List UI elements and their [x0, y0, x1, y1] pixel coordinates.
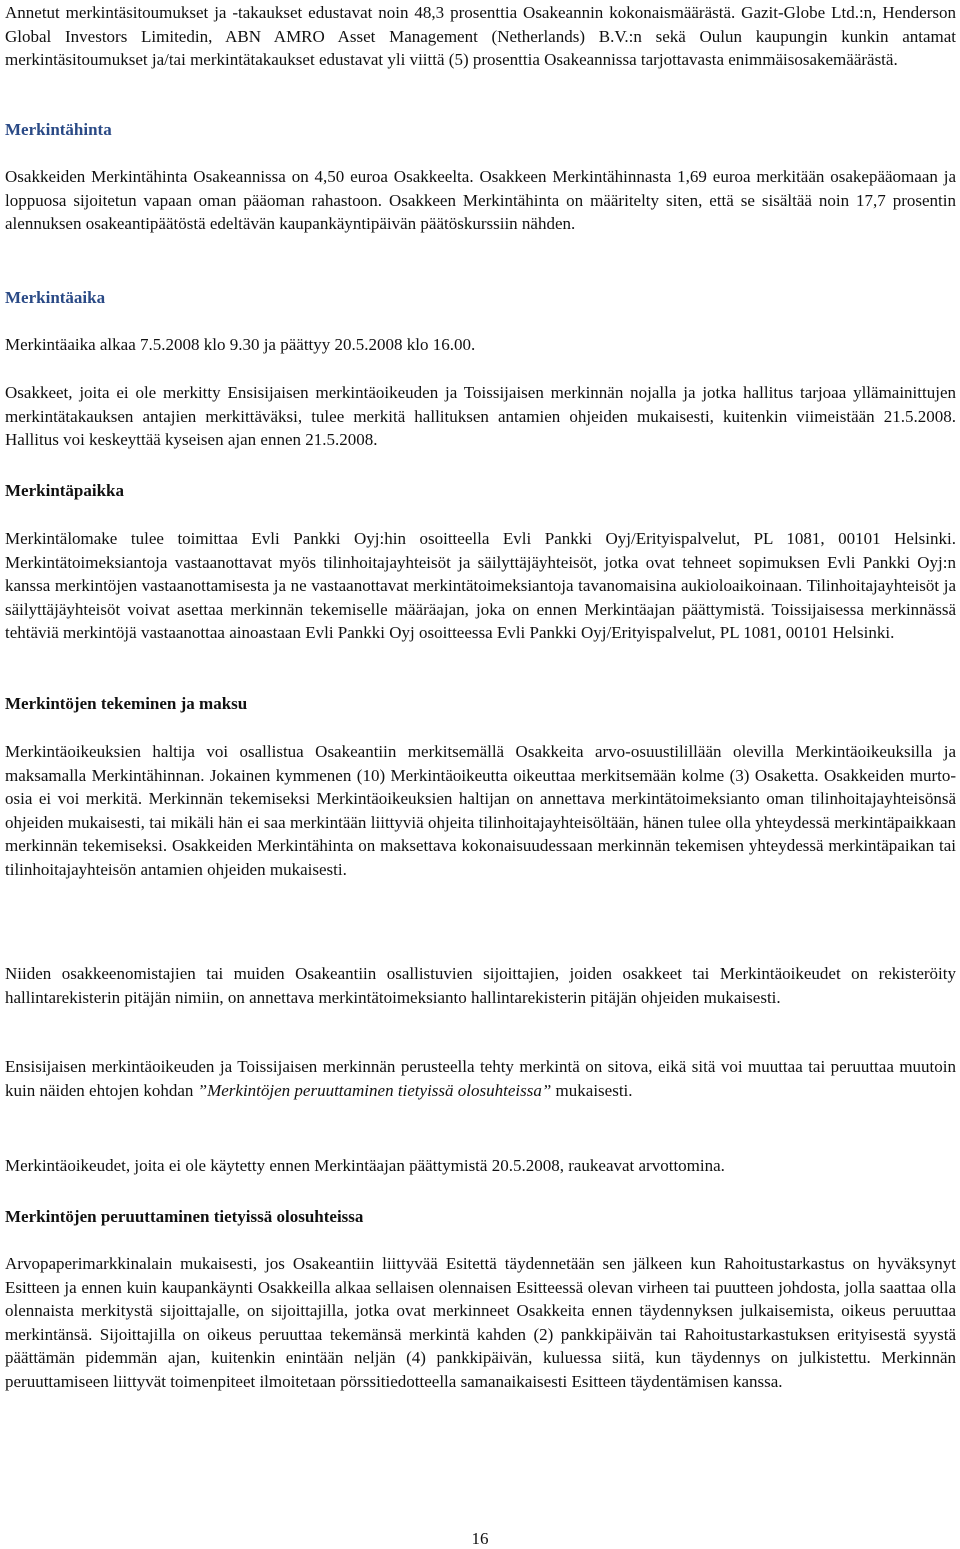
- peruuttaminen-body: [5, 1252, 956, 1393]
- section-reference-link: ”Merkintöjen peruuttaminen tietyissä olosuhteissa”: [197, 1080, 552, 1100]
- merkintahinta-paragraph: Osakkeiden Merkintähinta Osakeannissa on 4,50 euroa Osakkeelta. Osakkeen Merkintähinnasta 1,69 euroa merkitään osakepääomaan ja loppuosa sijoitetun vapaan oman pääoman rahastoon. Osakkeen Merkintähinta on määritelty siten, että se sisältää noin 17,7 prosentin alennuksen osakeantipäätöstä edeltävän kaupankäyntipäivän päätöskurssiin nähden.: [5, 167, 956, 233]
- intro-section: [5, 1, 956, 72]
- merkintaaika-paragraph-2: Osakkeet, joita ei ole merkitty Ensisijaisen merkintäoikeuden ja Toissijaisen merkinnän nojalla ja jotka hallitus tarjoaa yllämainittujen merkintätakauksen antajien merkittäväksi, tulee merkitä hallituksen antamien ohjeiden mukaisesti, kuitenkin viimeistään 21.5.2008. Hallitus voi keskeyttää kyseisen ajan ennen 21.5.2008.: [5, 383, 956, 449]
- peruuttaminen-section: [5, 1205, 956, 1229]
- tekeminen-paragraph-1: Merkintäoikeuksien haltija voi osallistua Osakeantiin merkitsemällä Osakkeita arvo-osuustilillään olevilla Merkintäoikeuksilla ja maksamalla Merkintähinnan. Jokainen kymmenen (10) Merkintäoikeutta oikeuttaa merkitsemään kolme (3) Osaketta. Osakkeiden murto-osia ei voi merkitä. Merkinnän tekemiseksi Merkintäoikeuksien haltijan on annettava merkintätoimeksianto oman tilinhoitajayhteisönsä ohjeiden mukaisesti, tai mikäli hän ei saa merkintään liittyviä ohjeita tilinhoitajayhteisöltään, hänen tulee olla yhteydessä merkintäpaikkaan merkinnän tekemiseksi. Osakkeiden Merkintähinta on maksettava kokonaisuudessaan merkinnän tekemisen yhteydessä merkintäpaikan tai tilinhoitajayhteisön antamien ohjeiden mukaisesti.: [5, 742, 956, 879]
- merkintahinta-body: [5, 165, 956, 236]
- tekeminen-paragraph-3-start: Ensisijaisen merkintäoikeuden ja Toissijaisen merkinnän perusteella tehty merkintä on sitova, eikä sitä voi muuttaa tai peruuttaa muutoin kuin näiden ehtojen kohdan: [5, 1057, 956, 1100]
- section-heading-peruuttaminen: Merkintöjen peruuttaminen tietyissä olosuhteissa: [5, 1207, 364, 1226]
- tekeminen-paragraph-3: [5, 1055, 956, 1102]
- tekeminen-body-4: [5, 1154, 956, 1178]
- section-heading-merkintaaika: Merkintäaika: [5, 288, 106, 307]
- tekeminen-paragraph-3-end: mukaisesti.: [551, 1080, 633, 1100]
- tekeminen-paragraph-4: Merkintäoikeudet, joita ei ole käytetty ennen Merkintäajan päättymistä 20.5.2008, raukeavat arvottomina.: [5, 1156, 725, 1175]
- page-number: 16: [471, 1529, 489, 1548]
- merkintaaika-section: [5, 286, 956, 310]
- intro-paragraph: Annetut merkintäsitoumukset ja -takaukset edustavat noin 48,3 prosenttia Osakeannin kokonaismäärästä. Gazit-Globe Ltd.:n, Henderson Global Investors Limitedin, ABN AMRO Asset Management (Netherlands) B.V.:n sekä Oulun kaupungin kunkin antamat merkintäsitoumukset ja/tai merkintätakaukset edustavat yli viittä (5) prosenttia Osakeannissa tarjottavasta enimmäisosakemäärästä.: [5, 3, 956, 69]
- tekeminen-section: [5, 692, 956, 716]
- merkintaaika-body-1: [5, 333, 956, 357]
- peruuttaminen-paragraph: Arvopaperimarkkinalain mukaisesti, jos Osakeantiin liittyvää Esitettä täydennetään sen jälkeen kun Rahoitustarkastus on hyväksynyt Esitteen ja ennen kuin kaupankäynti Osakkeilla alkaa sellaisen olennaisen Esitteessä olevan virheen tai puutteen johdosta, jolla saattaa olla olennaista merkitystä sijoittajalle, on sijoittajilla, jotka ovat merkinneet Osakkeita ennen täydennyksen julkaisemista, oikeus peruuttaa merkintänsä. Sijoittajilla on oikeus peruuttaa tekemänsä merkintä kahden (2) pankkipäivän tai Rahoitustarkastuksen erityisestä syystä päättämän pidemmän ajan, kuitenkin enintään neljän (4) pankkipäivän, kuluessa siitä, kun täydennys on julkistettu. Merkinnän peruuttamiseen liittyvät toimenpiteet ilmoitetaan pörssitiedotteella samanaikaisesti Esitteen täydentämisen kanssa.: [5, 1254, 956, 1391]
- tekeminen-paragraph-2: Niiden osakkeenomistajien tai muiden Osakeantiin osallistuvien sijoittajien, joiden osakkeet tai Merkintäoikeudet on rekisteröity hallintarekisterin pitäjän nimiin, on annettava merkintätoimeksianto hallintarekisterin pitäjän ohjeiden mukaisesti.: [5, 964, 956, 1007]
- merkintaaika-body-2: [5, 381, 956, 452]
- tekeminen-body-2: [5, 962, 956, 1009]
- merkintahinta-section: [5, 118, 956, 142]
- merkintapaikka-section: [5, 479, 956, 503]
- merkintapaikka-body: [5, 527, 956, 645]
- merkintaaika-paragraph-1: Merkintäaika alkaa 7.5.2008 klo 9.30 ja päättyy 20.5.2008 klo 16.00.: [5, 335, 476, 354]
- section-heading-merkintahinta: Merkintähinta: [5, 120, 112, 139]
- section-heading-tekeminen: Merkintöjen tekeminen ja maksu: [5, 694, 248, 713]
- tekeminen-body-3: [5, 1055, 956, 1102]
- tekeminen-body-1: [5, 740, 956, 881]
- section-heading-merkintapaikka: Merkintäpaikka: [5, 481, 125, 500]
- merkintapaikka-paragraph: Merkintälomake tulee toimittaa Evli Pankki Oyj:hin osoitteella Evli Pankki Oyj/Erityispalvelut, PL 1081, 00101 Helsinki. Merkintätoimeksiantoja vastaanottavat myös tilinhoitajayhteisöt ja säilyttäjäyhteisöt, jotka ovat tehneet sopimuksen Evli Pankki Oyj:n kanssa merkintöjen vastaanottamisesta ja ne vastaanottavat merkintätoimeksiantoja tavanomaisina aukioloaikoinaan. Tilinhoitajayhteisöt ja säilyttäjäyhteisöt voivat asettaa merkinnän tekemiselle määräajan, joka on ennen Merkintäajan päättymistä. Toissijaisessa merkinnässä tehtäviä merkintöjä vastaanottaa ainoastaan Evli Pankki Oyj osoitteessa Evli Pankki Oyj/Erityispalvelut, PL 1081, 00101 Helsinki.: [5, 529, 956, 642]
